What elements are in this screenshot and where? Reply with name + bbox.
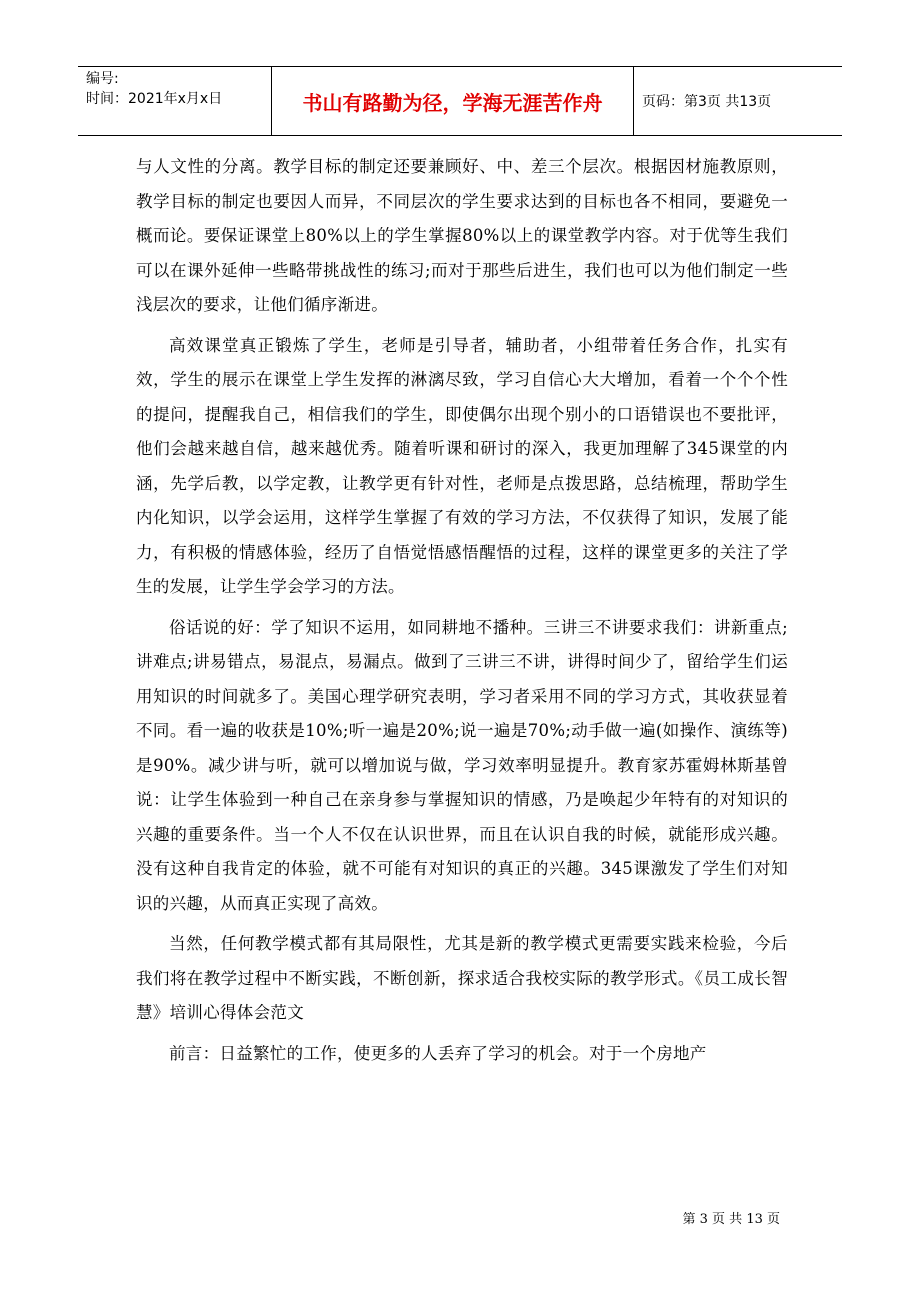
document-date: 时间：2021年x月x日 xyxy=(86,91,223,107)
document-number-label: 编号: xyxy=(86,71,119,87)
page-header xyxy=(78,66,842,136)
paragraph: 前言：日益繁忙的工作，使更多的人丢弃了学习的机会。对于一个房地产 xyxy=(169,1043,707,1063)
paragraph-continuation: 与人文性的分离。教学目标的制定还要兼顾好、中、差三个层次。根据因材施教原则，教学目标的制定也要因人而异，不同层次的学生要求达到的目标也各不相同，要避免一概而论。要保证课堂上80%以上的学生掌握80%以上的课堂教学内容。对于优等生我们可以在课外延伸一些略带挑战性的练习;而对于那些后进生，我们也可以为他们制定一些浅层次的要求，让他们循序渐进。 xyxy=(136,157,788,314)
header-motto: 书山有路勤为径，学海无涯苦作舟 xyxy=(272,67,634,135)
header-page-number: 页码：第3页 共13页 xyxy=(642,94,772,110)
paragraph: 俗话说的好：学了知识不运用，如同耕地不播种。三讲三不讲要求我们：讲新重点;讲难点;讲易错点，易混点，易漏点。做到了三讲三不讲，讲得时间少了，留给学生们运用知识的时间就多了。美国心理学研究表明，学习者采用不同的学习方式，其收获显着不同。看一遍的收获是10%;听一遍是20%;说一遍是70%;动手做一遍(如操作、演练等)是90%。减少讲与听，就可以增加说与做，学习效率明显提升。教育家苏霍姆林斯基曾说：让学生体验到一种自己在亲身参与掌握知识的情感，乃是唤起少年特有的对知识的兴趣的重要条件。当一个人不仅在认识世界，而且在认识自我的时候，就能形成兴趣。没有这种自我肯定的体验，就不可能有对知识的真正的兴趣。345课激发了学生们对知识的兴趣，从而真正实现了高效。 xyxy=(136,617,788,913)
paragraph: 高效课堂真正锻炼了学生，老师是引导者，辅助者，小组带着任务合作，扎实有效，学生的展示在课堂上学生发挥的淋漓尽致，学习自信心大大增加，看着一个个个性的提问，提醒我自己，相信我们的学生，即使偶尔出现个别小的口语错误也不要批评，他们会越来越自信，越来越优秀。随着听课和研讨的深入，我更加理解了345课堂的内涵，先学后教，以学定教，让教学更有针对性，老师是点拨思路，总结梳理，帮助学生内化知识，以学会运用，这样学生掌握了有效的学习方法，不仅获得了知识，发展了能力，有积极的情感体验，经历了自悟觉悟感悟醒悟的过程，这样的课堂更多的关注了学生的发展，让学生学会学习的方法。 xyxy=(136,335,788,596)
document-body xyxy=(136,150,788,1077)
page-footer: 第 3 页 共 13 页 xyxy=(682,1212,780,1227)
header-meta xyxy=(78,67,272,135)
paragraph: 当然，任何教学模式都有其局限性，尤其是新的教学模式更需要实践来检验，今后我们将在教学过程中不断实践，不断创新，探求适合我校实际的教学形式。《员工成长智慧》培训心得体会范文 xyxy=(136,934,788,1022)
